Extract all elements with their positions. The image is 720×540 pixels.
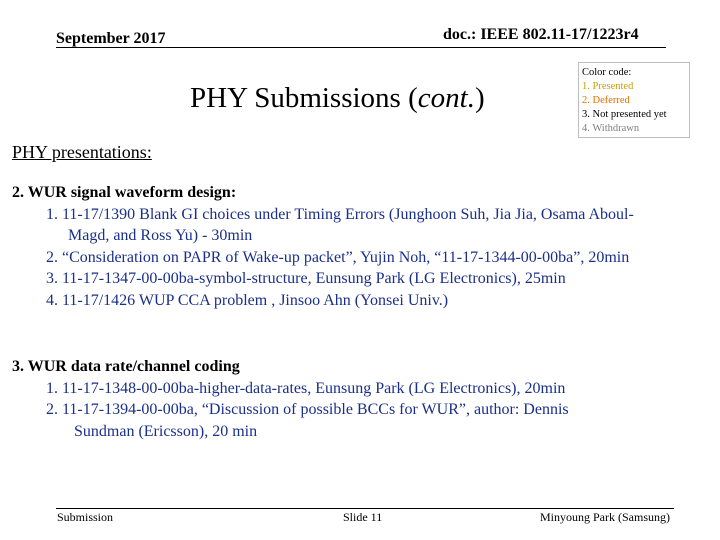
- list-item: [12, 399, 712, 442]
- legend-title: Color code:: [582, 67, 632, 78]
- group-heading: 2. WUR signal waveform design:: [12, 184, 237, 201]
- legend-item-label: Presented: [592, 81, 634, 92]
- legend-item-presented: [582, 80, 686, 94]
- legend-item-num: 2.: [582, 95, 590, 106]
- slide-title-close: ): [474, 82, 485, 114]
- legend-item-label: Withdrawn: [592, 123, 640, 134]
- list-item-text-cont: Sundman (Ericsson), 20 min: [74, 422, 258, 440]
- header-date: September 2017: [56, 30, 166, 47]
- list-item: [12, 204, 712, 247]
- slide-title-italic: cont.: [417, 82, 475, 114]
- footer-slide-number: Slide 11: [343, 510, 383, 524]
- list-item-text: 3. 11-17-1347-00-00ba-symbol-structure, Eunsung Park (LG Electronics), 25min: [46, 270, 566, 287]
- list-item: [12, 268, 712, 290]
- data-rate-coding-group: [12, 356, 712, 442]
- list-item-text: 2. 11-17-1394-00-00ba, “Discussion of possible BCCs for WUR”, author: Dennis: [46, 401, 569, 418]
- list-item-text: 1. 11-17-1348-00-00ba-higher-data-rates, Eunsung Park (LG Electronics), 20min: [46, 379, 566, 397]
- legend-item-label: Deferred: [592, 95, 630, 106]
- section-label: PHY presentations:: [12, 142, 152, 162]
- legend-item-label: Not presented yet: [592, 109, 667, 120]
- legend-item-not-presented: [582, 108, 686, 122]
- legend-item-num: 4.: [582, 123, 590, 134]
- color-code-legend: [578, 62, 690, 138]
- list-item: [12, 378, 712, 400]
- list-item-text: 2. “Consideration on PAPR of Wake-up packet”, Yujin Noh, “11-17-1344-00-00ba”, 20min: [46, 248, 630, 266]
- slide-title: [190, 82, 485, 115]
- slide-title-main: PHY Submissions (: [190, 82, 418, 114]
- legend-item-num: 1.: [582, 81, 590, 92]
- list-item-text: 1. 11-17/1390 Blank GI choices under Timing Errors (Junghoon Suh, Jia Jia, Osama Aboul-: [46, 205, 634, 223]
- list-item: [12, 247, 712, 269]
- legend-item-withdrawn: [582, 122, 686, 136]
- list-item-text-cont: Magd, and Ross Yu) - 30min: [68, 227, 253, 244]
- waveform-design-group: [12, 182, 712, 311]
- header-divider: [56, 47, 666, 48]
- group-heading: 3. WUR data rate/channel coding: [12, 358, 240, 375]
- footer-divider: [56, 508, 674, 509]
- list-item: [12, 290, 712, 312]
- legend-item-deferred: [582, 94, 686, 108]
- footer-author: Minyoung Park (Samsung): [540, 510, 670, 524]
- footer-submission: Submission: [57, 510, 114, 524]
- list-item-text: 4. 11-17/1426 WUP CCA problem , Jinsoo Ahn (Yonsei Univ.): [46, 291, 449, 309]
- legend-item-num: 3.: [582, 109, 590, 120]
- header-doc-id: doc.: IEEE 802.11-17/1223r4: [443, 26, 639, 43]
